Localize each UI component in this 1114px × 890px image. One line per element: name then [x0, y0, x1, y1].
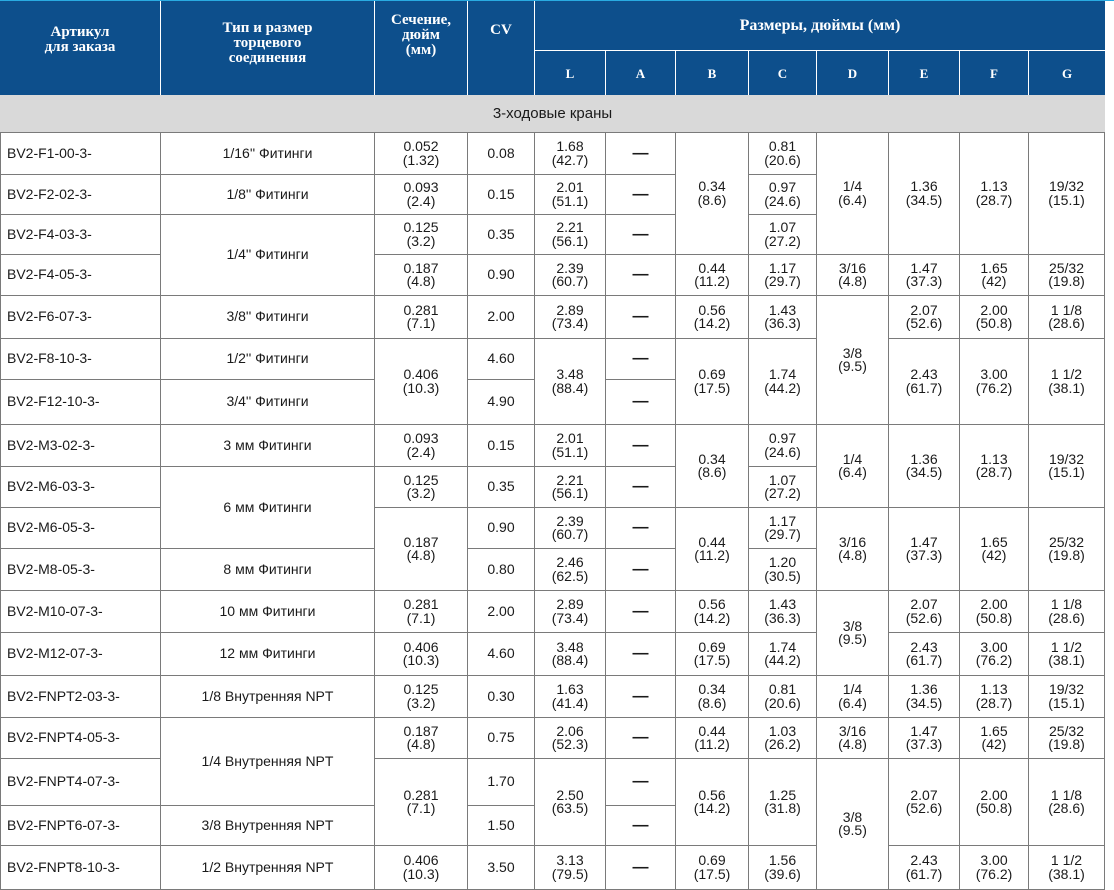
dim-g-cell: 1 1/8 (28.6): [1029, 759, 1105, 846]
article-cell: BV2-FNPT8-10-3-: [0, 846, 161, 890]
dim-c-cell: 1.07 (27.2): [749, 215, 817, 255]
dim-f-cell: 1.13 (28.7): [960, 133, 1029, 255]
dim-c-cell: 1.03 (26.2): [749, 718, 817, 759]
fitting-cell: 1/4'' Фитинги: [161, 215, 375, 296]
section-cell: 0.093 (2.4): [375, 425, 468, 467]
header-fitting: Тип и размер торцевого соединения: [161, 1, 375, 95]
dim-a-dash: —: [606, 508, 676, 549]
article-cell: BV2-F8-10-3-: [0, 339, 161, 380]
dim-a-dash: —: [606, 467, 676, 508]
dim-l-cell: 2.01 (51.1): [535, 425, 606, 467]
cv-cell: 3.50: [468, 846, 535, 890]
article-cell: BV2-F1-00-3-: [0, 133, 161, 175]
dim-l-cell: 1.68 (42.7): [535, 133, 606, 175]
fitting-cell: 1/16'' Фитинги: [161, 133, 375, 175]
dim-l-cell: 2.89 (73.4): [535, 296, 606, 339]
section-title: 3-ходовые краны: [0, 95, 1105, 133]
cv-cell: 4.90: [468, 380, 535, 425]
fitting-cell: 6 мм Фитинги: [161, 467, 375, 549]
cv-cell: 1.70: [468, 759, 535, 806]
dim-f-cell: 1.13 (28.7): [960, 676, 1029, 718]
dim-b-cell: 0.44 (11.2): [676, 255, 749, 296]
header-dim-f: F: [960, 51, 1029, 95]
article-cell: BV2-F6-07-3-: [0, 296, 161, 339]
header-dim-a: A: [606, 51, 676, 95]
dim-g-cell: 19/32 (15.1): [1029, 676, 1105, 718]
dim-c-cell: 1.74 (44.2): [749, 633, 817, 676]
dim-a-dash: —: [606, 380, 676, 425]
dim-e-cell: 1.36 (34.5): [889, 676, 960, 718]
cv-cell: 0.30: [468, 676, 535, 718]
dim-l-cell: 2.06 (52.3): [535, 718, 606, 759]
section-cell: 0.125 (3.2): [375, 467, 468, 508]
dim-d-cell: 1/4 (6.4): [817, 676, 889, 718]
header-dim-e: E: [889, 51, 960, 95]
section-cell: 0.187 (4.8): [375, 255, 468, 296]
section-cell: 0.125 (3.2): [375, 676, 468, 718]
dim-d-cell: 1/4 (6.4): [817, 425, 889, 508]
section-cell: 0.187 (4.8): [375, 718, 468, 759]
dim-b-cell: 0.44 (11.2): [676, 718, 749, 759]
fitting-cell: 3/8'' Фитинги: [161, 296, 375, 339]
header-dim-l: L: [535, 51, 606, 95]
dim-g-cell: 1 1/2 (38.1): [1029, 339, 1105, 425]
cv-cell: 0.35: [468, 467, 535, 508]
header-dim-d: D: [817, 51, 889, 95]
dim-e-cell: 2.43 (61.7): [889, 633, 960, 676]
dim-g-cell: 25/32 (19.8): [1029, 255, 1105, 296]
fitting-cell: 1/2'' Фитинги: [161, 339, 375, 380]
dim-f-cell: 1.65 (42): [960, 255, 1029, 296]
header-section: Сечение, дюйм (мм): [375, 1, 468, 95]
dim-l-cell: 2.46 (62.5): [535, 549, 606, 591]
cv-cell: 0.15: [468, 175, 535, 215]
cv-cell: 1.50: [468, 806, 535, 846]
article-cell: BV2-F2-02-3-: [0, 175, 161, 215]
dim-f-cell: 2.00 (50.8): [960, 296, 1029, 339]
article-cell: BV2-FNPT4-05-3-: [0, 718, 161, 759]
dim-e-cell: 1.36 (34.5): [889, 425, 960, 508]
header-dim-c: C: [749, 51, 817, 95]
dim-a-dash: —: [606, 425, 676, 467]
dim-f-cell: 2.00 (50.8): [960, 591, 1029, 633]
dim-l-cell: 2.01 (51.1): [535, 175, 606, 215]
dim-a-dash: —: [606, 759, 676, 806]
dim-f-cell: 3.00 (76.2): [960, 633, 1029, 676]
cv-cell: 0.15: [468, 425, 535, 467]
dim-a-dash: —: [606, 676, 676, 718]
article-cell: BV2-FNPT4-07-3-: [0, 759, 161, 806]
header-article: Артикул для заказа: [0, 1, 161, 95]
dim-c-cell: 0.97 (24.6): [749, 175, 817, 215]
dim-d-cell: 3/8 (9.5): [817, 759, 889, 890]
dim-f-cell: 2.00 (50.8): [960, 759, 1029, 846]
dim-e-cell: 1.47 (37.3): [889, 508, 960, 591]
dim-l-cell: 1.63 (41.4): [535, 676, 606, 718]
dim-d-cell: 3/16 (4.8): [817, 718, 889, 759]
dim-e-cell: 2.43 (61.7): [889, 846, 960, 890]
dim-b-cell: 0.34 (8.6): [676, 676, 749, 718]
section-cell: 0.093 (2.4): [375, 175, 468, 215]
dim-c-cell: 1.25 (31.8): [749, 759, 817, 846]
dim-l-cell: 2.21 (56.1): [535, 215, 606, 255]
fitting-cell: 3 мм Фитинги: [161, 425, 375, 467]
dim-f-cell: 1.65 (42): [960, 508, 1029, 591]
dim-c-cell: 0.81 (20.6): [749, 676, 817, 718]
header-dimensions-group: Размеры, дюймы (мм): [535, 1, 1105, 51]
dim-c-cell: 1.17 (29.7): [749, 255, 817, 296]
cv-cell: 0.35: [468, 215, 535, 255]
dim-a-dash: —: [606, 296, 676, 339]
dim-c-cell: 1.20 (30.5): [749, 549, 817, 591]
dim-f-cell: 1.13 (28.7): [960, 425, 1029, 508]
article-cell: BV2-FNPT6-07-3-: [0, 806, 161, 846]
section-cell: 0.406 (10.3): [375, 633, 468, 676]
dim-b-cell: 0.69 (17.5): [676, 339, 749, 425]
dim-g-cell: 1 1/8 (28.6): [1029, 296, 1105, 339]
header-cv: CV: [468, 1, 535, 95]
dim-a-dash: —: [606, 133, 676, 175]
dim-b-cell: 0.69 (17.5): [676, 633, 749, 676]
cv-cell: 2.00: [468, 296, 535, 339]
cv-cell: 0.75: [468, 718, 535, 759]
dim-b-cell: 0.34 (8.6): [676, 133, 749, 255]
dim-f-cell: 3.00 (76.2): [960, 846, 1029, 890]
dim-c-cell: 1.74 (44.2): [749, 339, 817, 425]
fitting-cell: 12 мм Фитинги: [161, 633, 375, 676]
dim-c-cell: 0.97 (24.6): [749, 425, 817, 467]
article-cell: BV2-F4-03-3-: [0, 215, 161, 255]
dim-g-cell: 19/32 (15.1): [1029, 425, 1105, 508]
section-cell: 0.406 (10.3): [375, 339, 468, 425]
dim-d-cell: 3/8 (9.5): [817, 296, 889, 425]
dim-c-cell: 1.56 (39.6): [749, 846, 817, 890]
dim-c-cell: 1.43 (36.3): [749, 296, 817, 339]
dim-a-dash: —: [606, 339, 676, 380]
section-cell: 0.281 (7.1): [375, 759, 468, 846]
dim-l-cell: 2.39 (60.7): [535, 508, 606, 549]
fitting-cell: 10 мм Фитинги: [161, 591, 375, 633]
dim-d-cell: 3/8 (9.5): [817, 591, 889, 676]
dim-l-cell: 2.39 (60.7): [535, 255, 606, 296]
dim-e-cell: 2.07 (52.6): [889, 296, 960, 339]
dim-l-cell: 2.89 (73.4): [535, 591, 606, 633]
dim-l-cell: 2.50 (63.5): [535, 759, 606, 846]
dim-l-cell: 3.13 (79.5): [535, 846, 606, 890]
dim-g-cell: 25/32 (19.8): [1029, 508, 1105, 591]
header-dim-g: G: [1029, 51, 1105, 95]
dim-a-dash: —: [606, 633, 676, 676]
dim-d-cell: 3/16 (4.8): [817, 255, 889, 296]
dim-a-dash: —: [606, 718, 676, 759]
dim-e-cell: 2.07 (52.6): [889, 591, 960, 633]
fitting-cell: 3/8 Внутренняя NPT: [161, 806, 375, 846]
dim-b-cell: 0.69 (17.5): [676, 846, 749, 890]
cv-cell: 0.90: [468, 255, 535, 296]
dim-g-cell: 19/32 (15.1): [1029, 133, 1105, 255]
dim-a-dash: —: [606, 806, 676, 846]
dim-a-dash: —: [606, 591, 676, 633]
article-cell: BV2-M6-03-3-: [0, 467, 161, 508]
dim-b-cell: 0.44 (11.2): [676, 508, 749, 591]
dim-a-dash: —: [606, 255, 676, 296]
cv-cell: 2.00: [468, 591, 535, 633]
dim-l-cell: 2.21 (56.1): [535, 467, 606, 508]
dim-b-cell: 0.56 (14.2): [676, 591, 749, 633]
article-cell: BV2-M6-05-3-: [0, 508, 161, 549]
dim-a-dash: —: [606, 215, 676, 255]
dim-e-cell: 2.43 (61.7): [889, 339, 960, 425]
article-cell: BV2-M8-05-3-: [0, 549, 161, 591]
article-cell: BV2-M3-02-3-: [0, 425, 161, 467]
dim-b-cell: 0.56 (14.2): [676, 296, 749, 339]
header-dim-b: B: [676, 51, 749, 95]
section-cell: 0.281 (7.1): [375, 591, 468, 633]
dim-b-cell: 0.34 (8.6): [676, 425, 749, 508]
dim-c-cell: 1.07 (27.2): [749, 467, 817, 508]
cv-cell: 4.60: [468, 633, 535, 676]
section-cell: 0.125 (3.2): [375, 215, 468, 255]
dim-e-cell: 2.07 (52.6): [889, 759, 960, 846]
cv-cell: 0.08: [468, 133, 535, 175]
fitting-cell: 1/8 Внутренняя NPT: [161, 676, 375, 718]
dim-d-cell: 1/4 (6.4): [817, 133, 889, 255]
dim-l-cell: 3.48 (88.4): [535, 633, 606, 676]
dim-b-cell: 0.56 (14.2): [676, 759, 749, 846]
fitting-cell: 1/4 Внутренняя NPT: [161, 718, 375, 806]
fitting-cell: 1/2 Внутренняя NPT: [161, 846, 375, 890]
dim-c-cell: 1.17 (29.7): [749, 508, 817, 549]
article-cell: BV2-M10-07-3-: [0, 591, 161, 633]
cv-cell: 4.60: [468, 339, 535, 380]
dim-f-cell: 1.65 (42): [960, 718, 1029, 759]
article-cell: BV2-F4-05-3-: [0, 255, 161, 296]
fitting-cell: 3/4'' Фитинги: [161, 380, 375, 425]
article-cell: BV2-FNPT2-03-3-: [0, 676, 161, 718]
dim-e-cell: 1.47 (37.3): [889, 255, 960, 296]
dim-c-cell: 0.81 (20.6): [749, 133, 817, 175]
dim-g-cell: 1 1/2 (38.1): [1029, 846, 1105, 890]
section-cell: 0.406 (10.3): [375, 846, 468, 890]
section-cell: 0.187 (4.8): [375, 508, 468, 591]
dim-f-cell: 3.00 (76.2): [960, 339, 1029, 425]
article-cell: BV2-F12-10-3-: [0, 380, 161, 425]
fitting-cell: 1/8'' Фитинги: [161, 175, 375, 215]
dim-g-cell: 1 1/8 (28.6): [1029, 591, 1105, 633]
fitting-cell: 8 мм Фитинги: [161, 549, 375, 591]
dim-e-cell: 1.47 (37.3): [889, 718, 960, 759]
cv-cell: 0.80: [468, 549, 535, 591]
article-cell: BV2-M12-07-3-: [0, 633, 161, 676]
dim-l-cell: 3.48 (88.4): [535, 339, 606, 425]
dim-a-dash: —: [606, 549, 676, 591]
dim-a-dash: —: [606, 846, 676, 890]
dim-a-dash: —: [606, 175, 676, 215]
section-cell: 0.281 (7.1): [375, 296, 468, 339]
dim-g-cell: 25/32 (19.8): [1029, 718, 1105, 759]
section-cell: 0.052 (1.32): [375, 133, 468, 175]
dim-e-cell: 1.36 (34.5): [889, 133, 960, 255]
dim-d-cell: 3/16 (4.8): [817, 508, 889, 591]
dim-g-cell: 1 1/2 (38.1): [1029, 633, 1105, 676]
cv-cell: 0.90: [468, 508, 535, 549]
dim-c-cell: 1.43 (36.3): [749, 591, 817, 633]
